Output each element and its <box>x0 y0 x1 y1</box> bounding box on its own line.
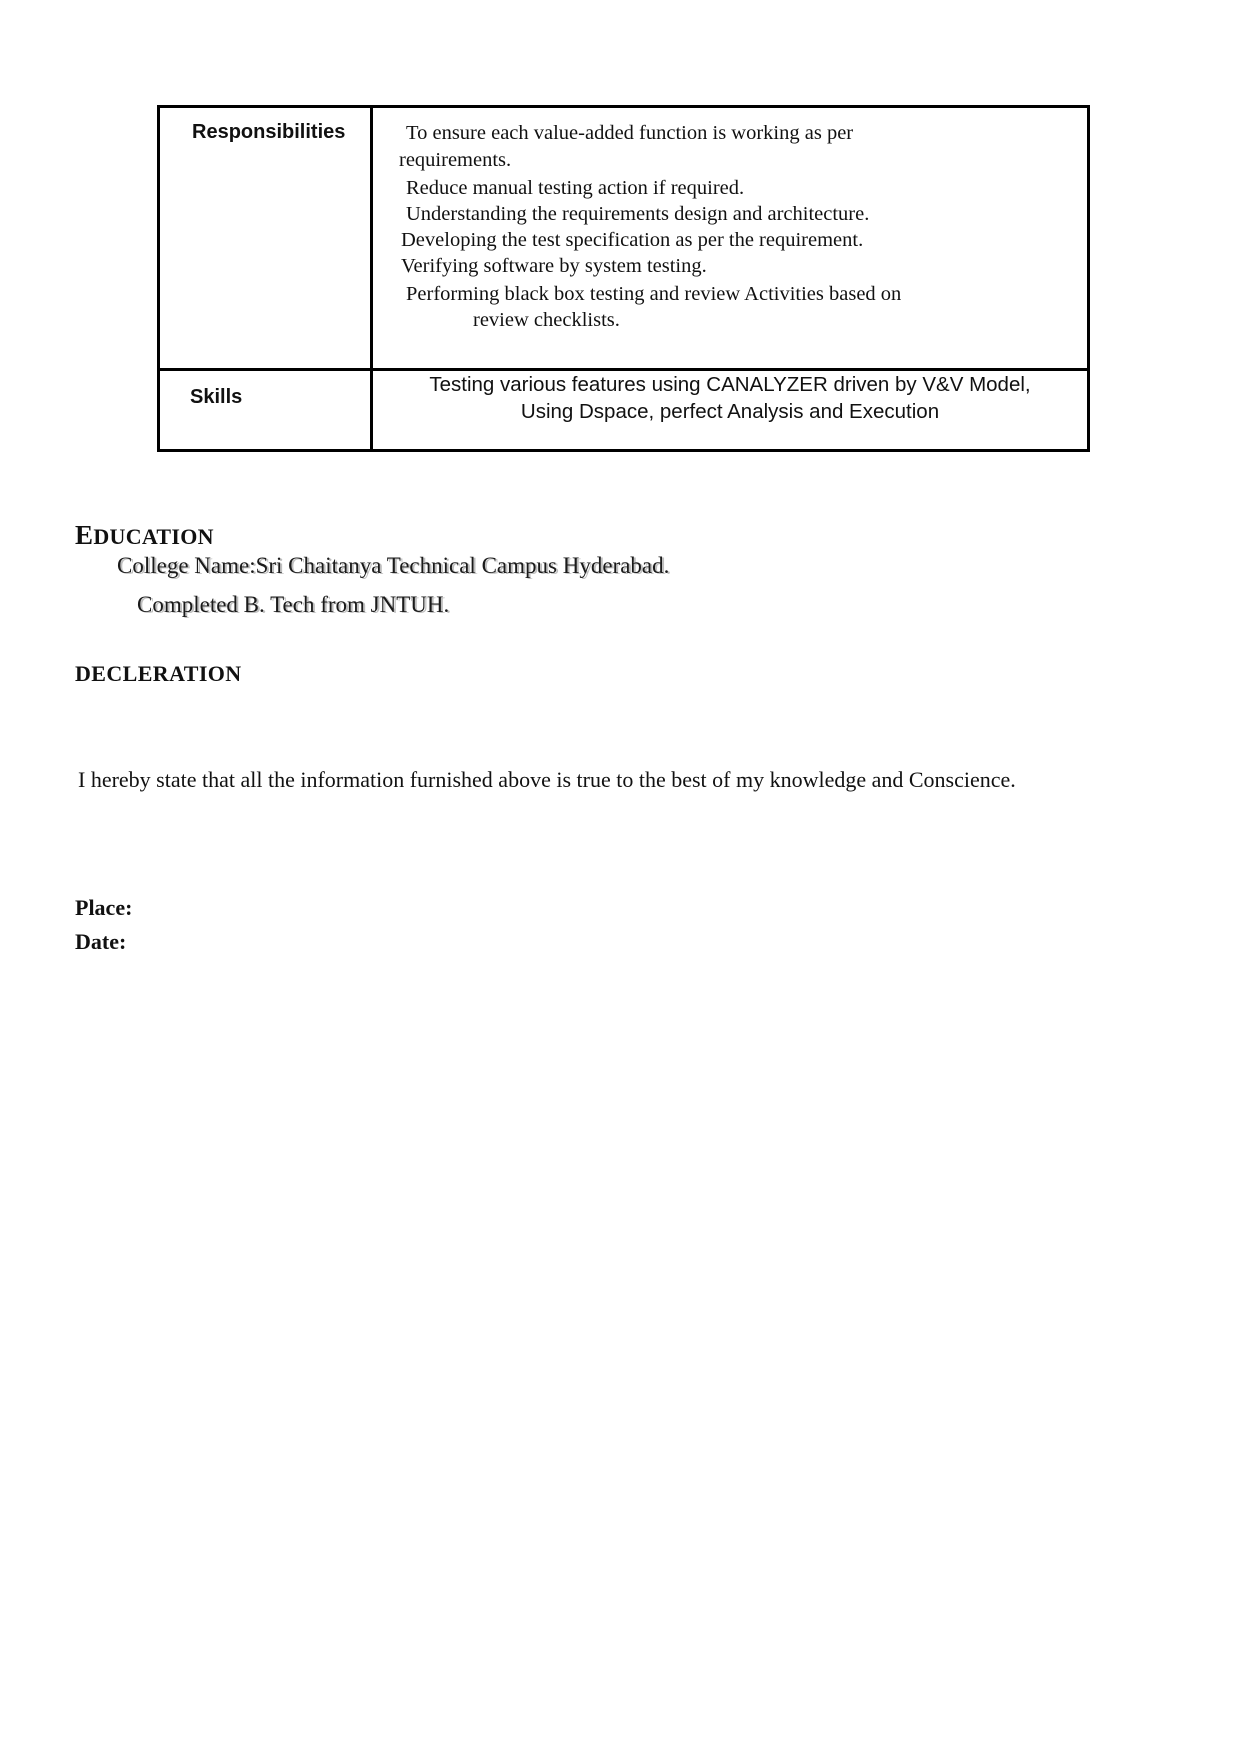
skills-content <box>372 370 1089 451</box>
experience-table <box>157 105 1090 452</box>
college-name: College Name:Sri Chaitanya Technical Campus Hyderabad. <box>117 553 670 578</box>
date-label: Date: <box>75 929 127 954</box>
degree-line: Completed B. Tech from JNTUH. <box>137 592 450 617</box>
responsibility-line: Reduce manual testing action if required. <box>406 177 745 199</box>
skills-line: Testing various features using CANALYZER driven by V&V Model, <box>429 373 1031 396</box>
responsibility-line: Developing the test specification as per the requirement. <box>401 229 864 251</box>
education-heading-initial: E <box>75 520 94 550</box>
responsibility-line: Understanding the requirements design and architecture. <box>406 203 870 225</box>
responsibility-line: review checklists. <box>473 309 620 331</box>
place-label: Place: <box>75 895 133 920</box>
responsibilities-label: Responsibilities <box>192 121 346 143</box>
responsibility-line: requirements. <box>399 149 512 171</box>
responsibilities-row <box>159 107 1089 370</box>
skills-row <box>159 370 1089 451</box>
skills-label: Skills <box>190 386 243 408</box>
responsibilities-content <box>372 107 1089 370</box>
skills-label-cell <box>159 370 372 451</box>
education-heading <box>75 520 214 551</box>
responsibilities-label-cell <box>159 107 372 370</box>
responsibility-line: Performing black box testing and review Activities based on <box>406 283 902 305</box>
education-heading-rest: DUCATION <box>93 524 214 549</box>
responsibility-line: To ensure each value-added function is working as per <box>406 122 854 144</box>
skills-line: Using Dspace, perfect Analysis and Execution <box>520 400 940 423</box>
declaration-text: I hereby state that all the information furnished above is true to the best of my knowledge and Conscience. <box>78 767 1016 792</box>
declaration-heading: DECLERATION <box>75 661 242 686</box>
responsibility-line: Verifying software by system testing. <box>401 255 707 277</box>
